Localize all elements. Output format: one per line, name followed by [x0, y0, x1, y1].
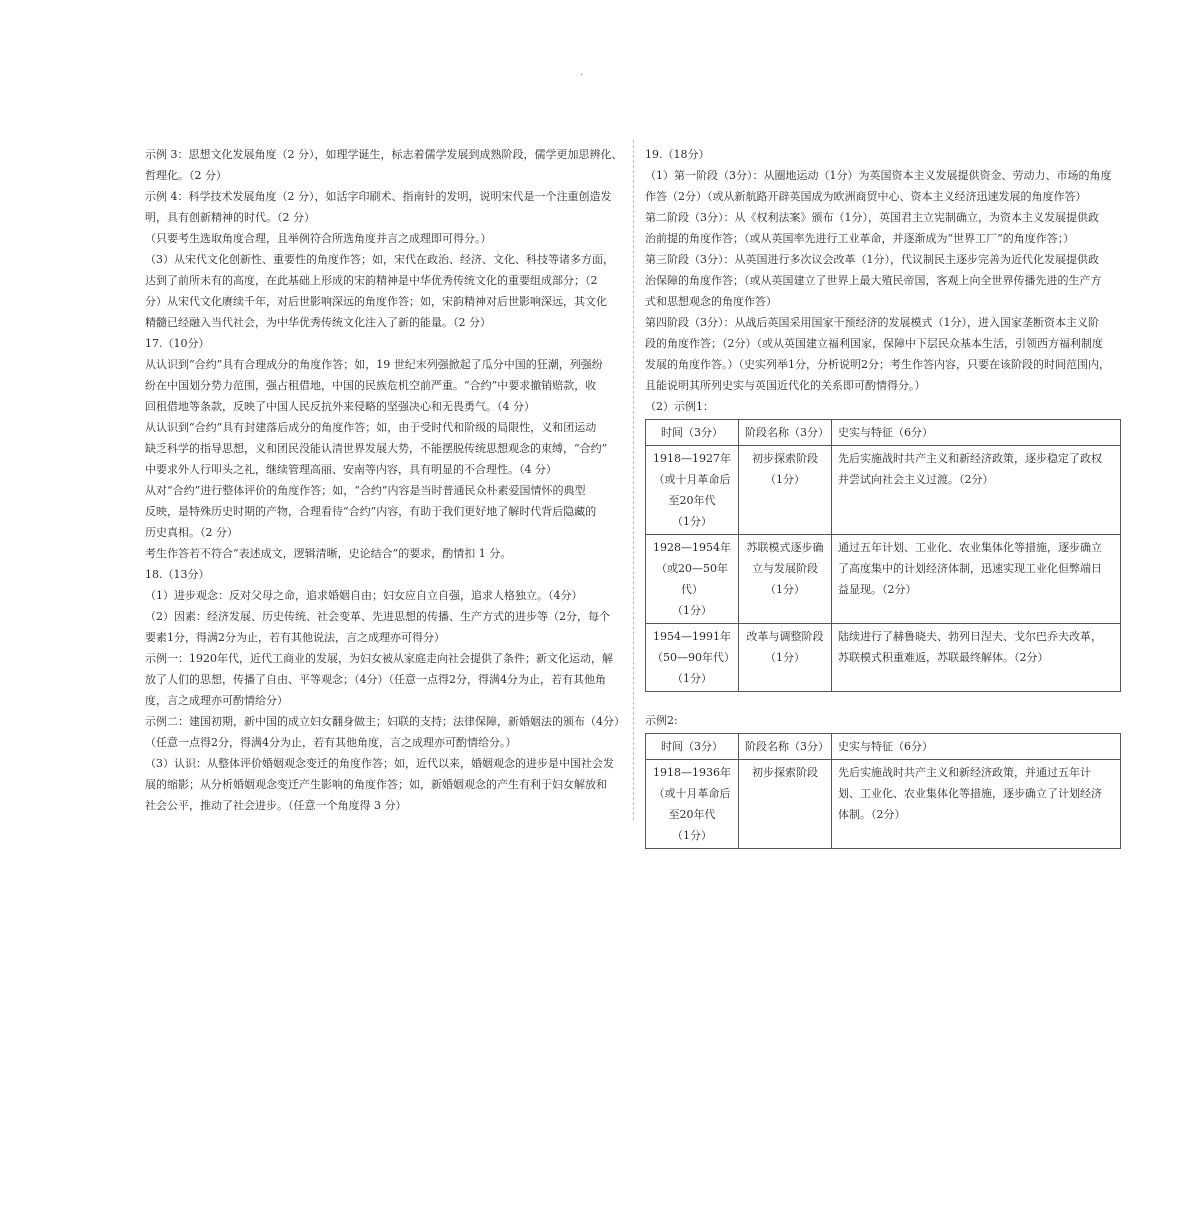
text-line: 回租借地等条款，反映了中国人民反抗外来侵略的坚强决心和无畏勇气。（4 分） — [145, 400, 535, 413]
table-cell-time — [646, 446, 739, 535]
text-line: （1）进步观念：反对父母之命，追求婚姻自由；妇女应自立自强，追求人格独立。（4分） — [145, 589, 583, 602]
cell-line: 划、工业化、农业集体化等措施，逐步确立了计划经济 — [838, 787, 1102, 800]
text-line: （只要考生选取角度合理，且举例符合所选角度并言之成理即可得分。） — [145, 232, 492, 245]
text-line: 第四阶段（3分）：从战后英国采用国家干预经济的发展模式（1分），进入国家垄断资本主义阶 — [645, 316, 1099, 329]
text-line: 要素1分，得满2分为止，若有其他说法，言之成理亦可得分） — [145, 631, 445, 644]
text-line: 第二阶段（3分）：从《权利法案》颁布（1分），英国君主立宪制确立，为资本主义发展提供政 — [645, 211, 1099, 224]
column-divider — [633, 140, 634, 820]
table-row — [646, 535, 1121, 624]
table-cell-fact — [832, 446, 1121, 535]
cell-line: 了高度集中的计划经济体制，迅速实现工业化但弊端日 — [838, 562, 1102, 575]
text-line: 治前提的角度作答；（或从英国率先进行工业革命，并逐渐成为“世界工厂”的角度作答；） — [645, 232, 1075, 245]
cell-line: （1分） — [765, 583, 805, 596]
table-header-cell: 时间（3分） — [646, 734, 739, 760]
cell-line: （或十月革命后 — [653, 787, 731, 800]
text-line: 达到了前所未有的高度，在此基础上形成的宋韵精神是中华优秀传统文化的重要组成部分；（2 — [145, 274, 598, 287]
text-line: 中要求外人行叩头之礼，继续管理高丽、安南等内容，具有明显的不合理性。（4 分） — [145, 463, 557, 476]
text-line: （2）因素：经济发展、历史传统、社会变革、先进思想的传播、生产方式的进步等（2分，每个 — [145, 610, 610, 623]
cell-line: 苏联模式积重难返，苏联最终解体。（2分） — [838, 651, 1049, 664]
left-column — [145, 144, 627, 816]
cell-line: （1分） — [765, 473, 805, 486]
cell-line: 1918—1936年 — [653, 766, 731, 779]
text-line: （1）第一阶段（3分）：从圈地运动（1分）为英国资本主义发展提供资金、劳动力、市场的角度 — [645, 169, 1112, 182]
text-line: 纷在中国划分势力范围，强占租借地，中国的民族危机空前严重。“合约”中要求撤销赔款，收 — [145, 379, 597, 392]
text-line: 历史真相。（2 分） — [145, 526, 238, 539]
text-line: 从对“合约”进行整体评价的角度作答；如，“合约”内容是当时普通民众朴素爱国情怀的典型 — [145, 484, 586, 497]
table-header-cell: 阶段名称（3分） — [739, 420, 832, 446]
table-cell-fact — [832, 760, 1121, 849]
right-text — [645, 144, 1125, 417]
example2-label: 示例2: — [645, 714, 678, 727]
cell-line: （1分） — [765, 651, 805, 664]
text-line: 示例 3：思想文化发展角度（2 分），如理学诞生，标志着儒学发展到成熟阶段，儒学更加思辨化、 — [145, 148, 623, 161]
text-line: 19.（18分） — [645, 148, 710, 161]
text-line: 缺乏科学的指导思想，义和团民没能认清世界发展大势，不能摆脱传统思想观念的束缚，“合约” — [145, 442, 608, 455]
cell-line: 改革与调整阶段 — [746, 630, 824, 643]
top-mark: · — [580, 70, 584, 81]
cell-line: （1分） — [672, 515, 712, 528]
text-line: （3）认识：从整体评价婚姻观念变迁的角度作答；如，近代以来，婚姻观念的进步是中国社会发 — [145, 757, 614, 770]
text-line: 社会公平，推动了社会进步。（任意一个角度得 3 分） — [145, 799, 407, 812]
table-cell-stage — [739, 760, 832, 849]
text-line: 从认识到“合约”具有合理成分的角度作答；如，19 世纪末列强掀起了瓜分中国的狂潮，列强纷 — [145, 358, 603, 371]
table-row — [646, 760, 1121, 849]
cell-line: 体制。（2分） — [838, 808, 906, 821]
cell-line: （1分） — [672, 829, 712, 842]
cell-line: 1954—1991年 — [653, 630, 731, 643]
table-cell-time — [646, 624, 739, 692]
text-line: 17.（10分） — [145, 337, 210, 350]
cell-line: 立与发展阶段 — [752, 562, 818, 575]
example1-table — [645, 419, 1121, 692]
cell-line: 1928—1954年 — [653, 541, 731, 554]
text-line: （2）示例1： — [645, 400, 714, 413]
text-line: 18.（13分） — [145, 568, 210, 581]
cell-line: 陆续进行了赫鲁晓夫、勃列日涅夫、戈尔巴乔夫改革， — [838, 630, 1102, 643]
text-line: 治保障的角度作答；（或从英国建立了世界上最大殖民帝国，客观上向全世界传播先进的生产方 — [645, 274, 1102, 287]
text-line: 展的缩影；从分析婚姻观念变迁产生影响的角度作答；如，新婚姻观念的产生有利于妇女解放和 — [145, 778, 607, 791]
table-header-cell: 时间（3分） — [646, 420, 739, 446]
text-line: 度，言之成理亦可酌情给分） — [145, 694, 288, 707]
text-line: 示例二：建国初期，新中国的成立妇女翻身做主；妇联的支持；法律保障，新婚姻法的颁布（4分） — [145, 715, 625, 728]
table-cell-fact — [832, 624, 1121, 692]
text-line: 分）从宋代文化赓续千年，对后世影响深远的角度作答；如，宋韵精神对后世影响深远，其文化 — [145, 295, 607, 308]
text-line: 明，具有创新精神的时代。（2 分） — [145, 211, 315, 224]
cell-line: 至20年代 — [668, 808, 716, 821]
example2-table — [645, 733, 1121, 849]
text-line: 段的角度作答；（2分）（或从英国建立福利国家，保障中下层民众基本生活，引领西方福利制度 — [645, 337, 1103, 350]
cell-line: 初步探索阶段 — [752, 766, 818, 779]
text-line: 哲理化。（2 分） — [145, 169, 227, 182]
cell-line: （50—90年代） — [652, 651, 735, 664]
text-line: 从认识到“合约”具有封建落后成分的角度作答；如，由于受时代和阶级的局限性，义和团运动 — [145, 421, 597, 434]
cell-line: （或十月革命后 — [653, 473, 731, 486]
table-cell-stage — [739, 624, 832, 692]
text-line: 作答（2分）（或从新航路开辟英国成为欧洲商贸中心、资本主义经济迅速发展的角度作答） — [645, 190, 1087, 203]
table-cell-stage — [739, 535, 832, 624]
text-line: 放了人们的思想，传播了自由、平等观念；（4分）（任意一点得2分，得满4分为止，若有其他角 — [145, 673, 606, 686]
cell-line: 至20年代 — [668, 494, 716, 507]
text-line: 且能说明其所列史实与英国近代化的关系即可酌情得分。） — [645, 379, 926, 392]
cell-line: 通过五年计划、工业化、农业集体化等措施，逐步确立 — [838, 541, 1102, 554]
cell-line: 苏联模式逐步确 — [746, 541, 824, 554]
text-line: 反映，是特殊历史时期的产物，合理看待“合约”内容，有助于我们更好地了解时代背后隐藏的 — [145, 505, 597, 518]
text-line: （3）从宋代文化创新性、重要性的角度作答；如，宋代在政治、经济、文化、科技等诸多方面， — [145, 253, 614, 266]
cell-line: 初步探索阶段 — [752, 452, 818, 465]
text-line: 示例一：1920年代，近代工商业的发展，为妇女被从家庭走向社会提供了条件；新文化运动，解 — [145, 652, 613, 665]
text-line: 考生作答若不符合“表述成文，逻辑清晰，史论结合”的要求，酌情扣 1 分。 — [145, 547, 512, 560]
table-cell-fact — [832, 535, 1121, 624]
cell-line: （或20—50年代） — [656, 562, 728, 596]
table-header-cell: 阶段名称（3分） — [739, 734, 832, 760]
table-header-cell: 史实与特征（6分） — [832, 420, 1121, 446]
text-line: （任意一点得2分，得满4分为止，若有其他角度，言之成理亦可酌情给分。） — [145, 736, 517, 749]
cell-line: （1分） — [672, 672, 712, 685]
table-row — [646, 624, 1121, 692]
text-line: 式和思想观念的角度作答） — [645, 295, 777, 308]
right-column — [645, 144, 1125, 849]
cell-line: 先后实施战时共产主义和新经济政策，并通过五年计 — [838, 766, 1091, 779]
table-cell-time — [646, 760, 739, 849]
cell-line: 1918—1927年 — [653, 452, 731, 465]
text-line: 示例 4：科学技术发展角度（2 分），如活字印刷术、指南针的发明，说明宋代是一个注重创造发 — [145, 190, 612, 203]
text-line: 精髓已经融入当代社会，为中华优秀传统文化注入了新的能量。（2 分） — [145, 316, 491, 329]
table-header-cell: 史实与特征（6分） — [832, 734, 1121, 760]
table-row — [646, 446, 1121, 535]
table-cell-time — [646, 535, 739, 624]
text-line: 第三阶段（3分）：从英国进行多次议会改革（1分），代议制民主逐步完善为近代化发展提供政 — [645, 253, 1099, 266]
table-cell-stage — [739, 446, 832, 535]
cell-line: 并尝试向社会主义过渡。（2分） — [838, 473, 994, 486]
cell-line: 益显现。（2分） — [838, 583, 917, 596]
cell-line: 先后实施战时共产主义和新经济政策，逐步稳定了政权 — [838, 452, 1102, 465]
text-line: 发展的角度作答。）（史实列举1分，分析说明2分；考生作答内容，只要在该阶段的时间范围内， — [645, 358, 1110, 371]
cell-line: （1分） — [672, 604, 712, 617]
